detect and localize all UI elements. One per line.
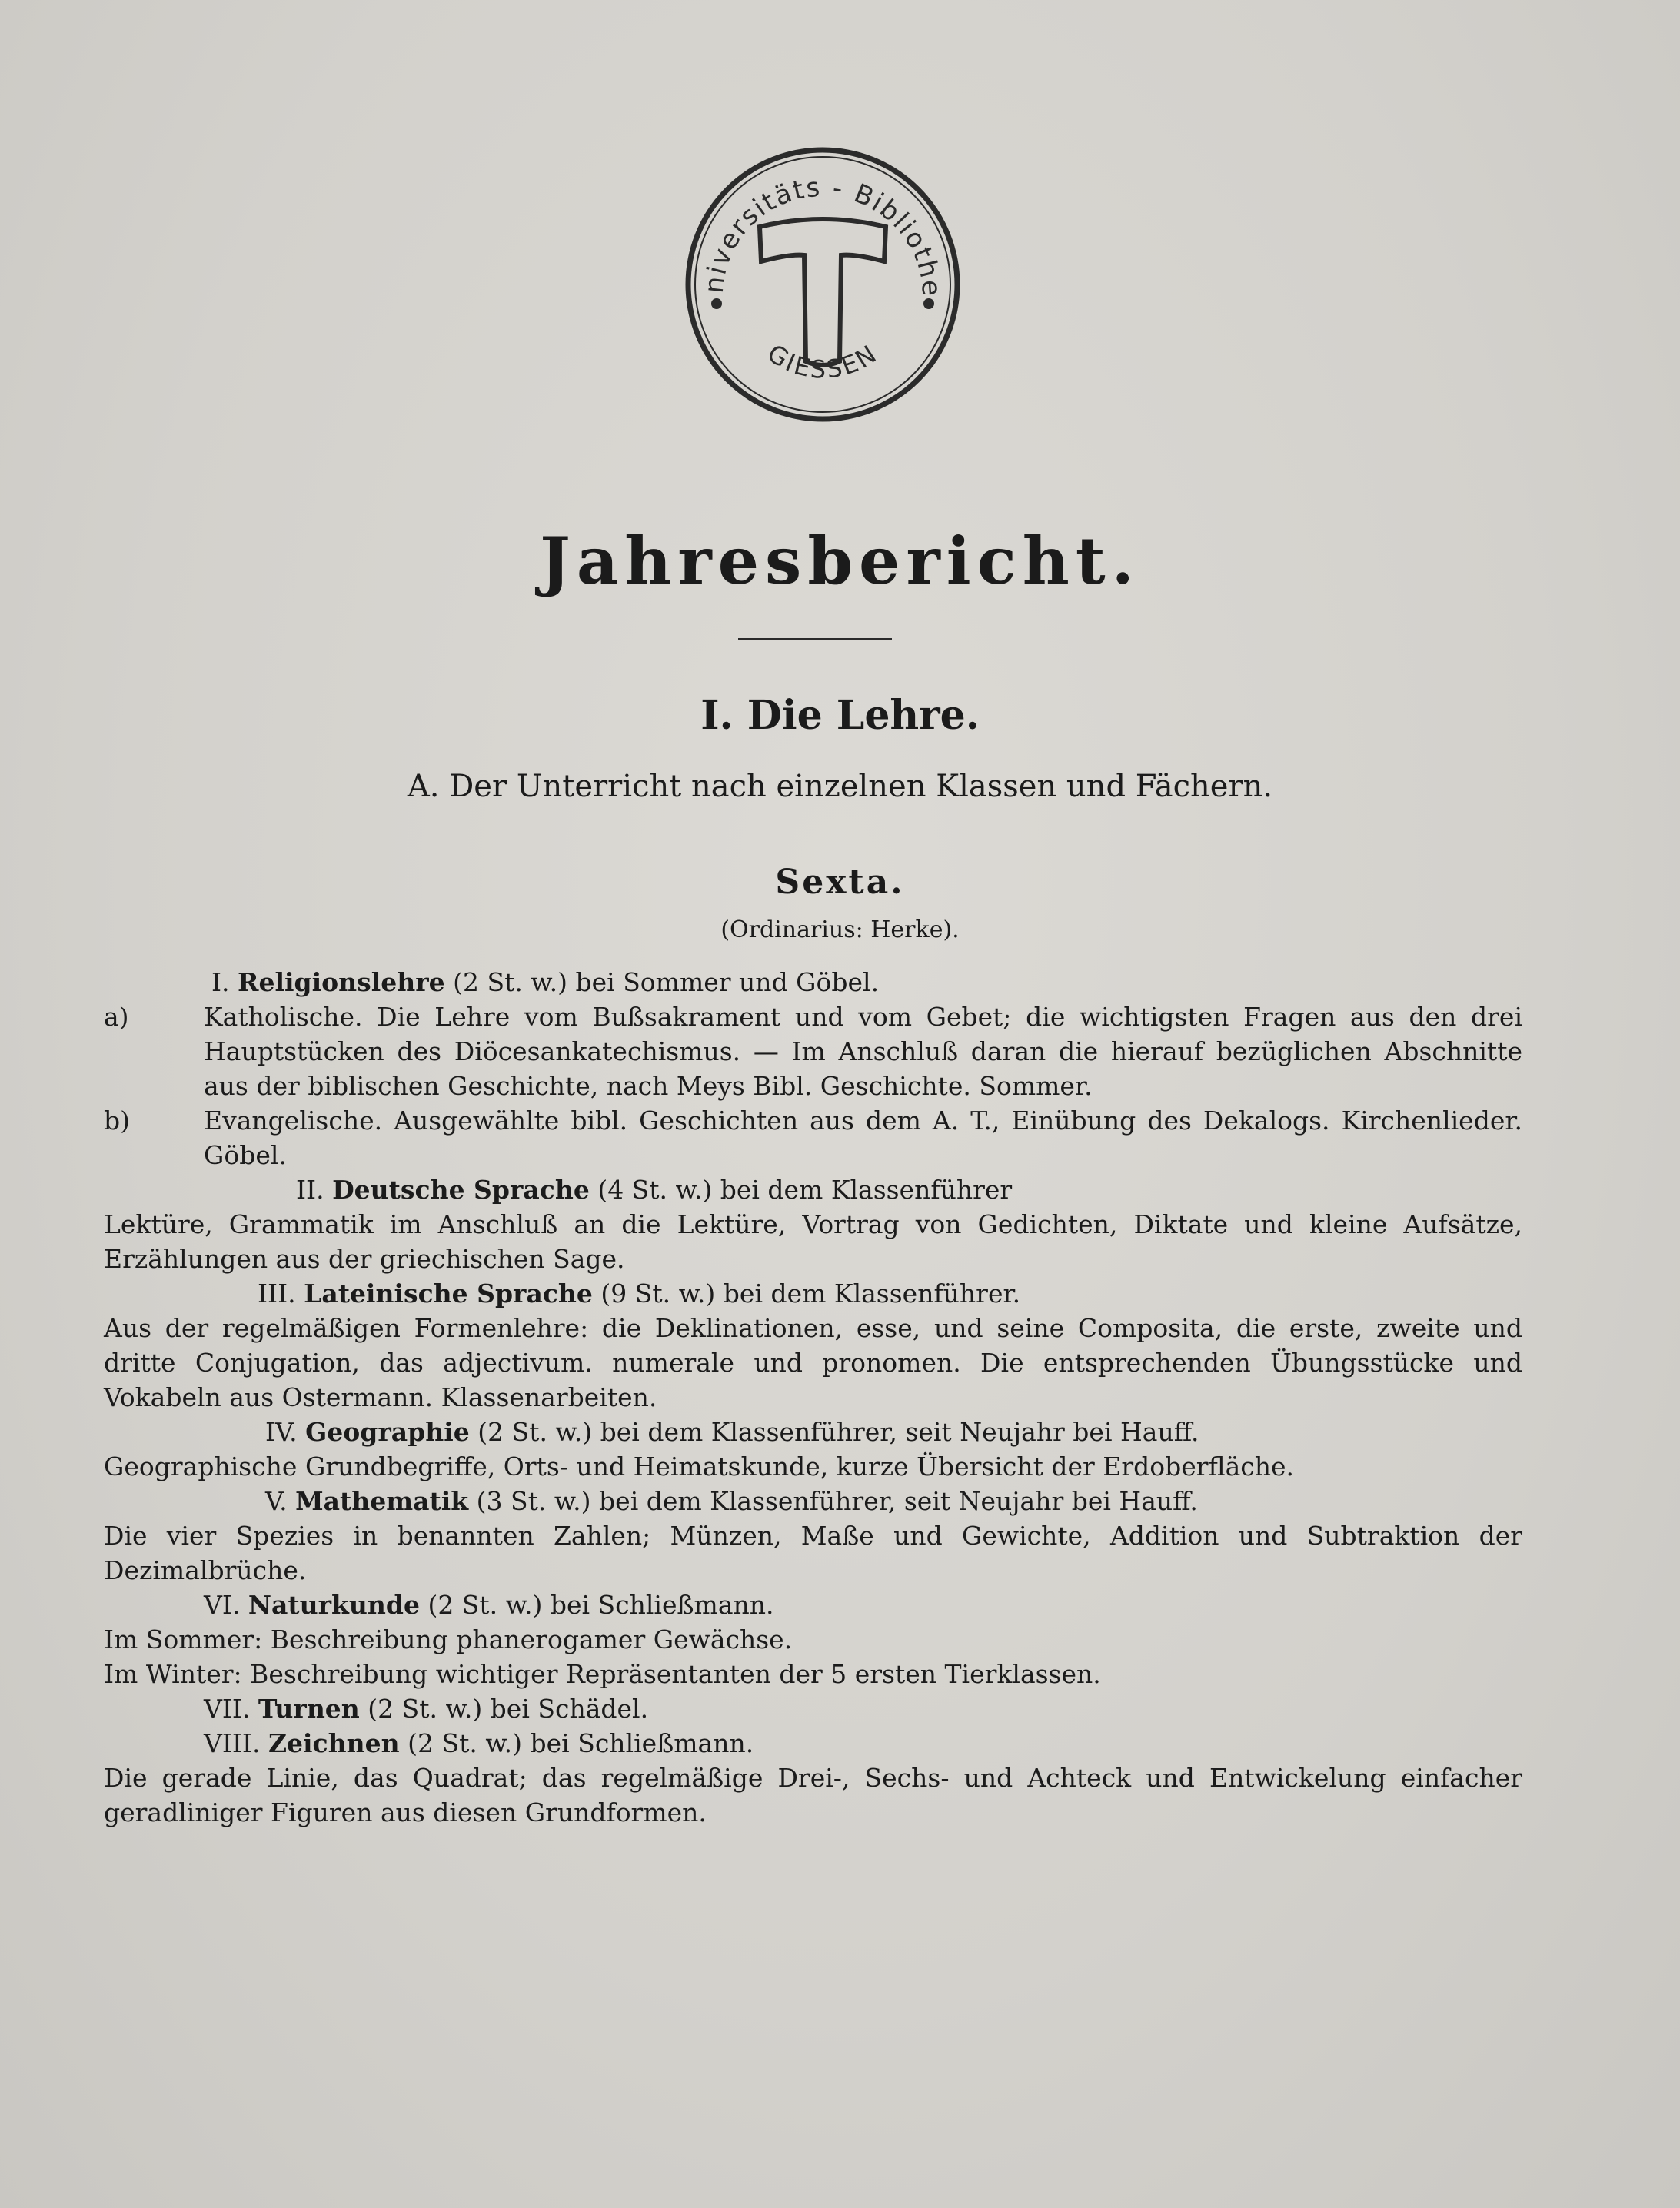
ordinarius: (Ordinarius: Herke).	[720, 916, 960, 943]
subject-heading: V. Mathematik (3 St. w.) bei dem Klassenführer, seit Neujahr bei Hauff.	[265, 1486, 1198, 1516]
stamp-bottom-text: GIESSEN	[762, 338, 883, 384]
subject-heading: VIII. Zeichnen (2 St. w.) bei Schließmann.	[204, 1728, 754, 1758]
list-item: a) Katholische. Die Lehre vom Bußsakrament und vom Gebet; die wichtigsten Fragen aus den drei Hauptstücken des Diöcesankatechismus. — Im Anschluß daran die hierauf bezüglichen Abschnitte aus der biblischen Geschichte, nach Meys Bibl. Geschichte. Sommer.	[104, 1002, 1522, 1101]
subject-text: Geographische Grundbegriffe, Orts- und Heimatskunde, kurze Übersicht der Erdoberfläche.	[104, 1451, 1295, 1481]
svg-text:GIESSEN	[762, 338, 883, 384]
title-rule	[738, 638, 892, 640]
report-body	[104, 965, 1522, 1830]
list-item: b) Evangelische. Ausgewählte bibl. Geschichten aus dem A. T., Einübung des Dekalogs. Kirchenlieder. Göbel.	[104, 1106, 1522, 1170]
subject-heading: IV. Geographie (2 St. w.) bei dem Klassenführer, seit Neujahr bei Hauff.	[265, 1417, 1199, 1447]
part-heading: I. Die Lehre.	[700, 692, 980, 739]
subject-text: Aus der regelmäßigen Formenlehre: die Deklinationen, esse, und seine Composita, die erste, zweite und dritte Conjugation, das adjectivum. numerale und pronomen. Die entsprechenden Übungsstücke und Vokabeln aus Ostermann. Klassenarbeiten.	[104, 1313, 1522, 1412]
subject-heading: III. Lateinische Sprache (9 St. w.) bei dem Klassenführer.	[258, 1279, 1021, 1309]
library-stamp	[677, 138, 969, 431]
subject-text: Im Winter: Beschreibung wichtiger Repräsentanten der 5 ersten Tierklassen.	[104, 1659, 1101, 1689]
class-heading: Sexta.	[775, 863, 905, 902]
section-heading: A. Der Unterricht nach einzelnen Klassen und Fächern.	[407, 769, 1273, 804]
stamp-top-text: niversitäts - Bibliothe	[698, 171, 947, 299]
subject-heading: I. Religionslehre (2 St. w.) bei Sommer und Göbel.	[211, 967, 880, 997]
subject-heading: II. Deutsche Sprache (4 St. w.) bei dem Klassenführer	[296, 1175, 1013, 1205]
subject-heading: VI. Naturkunde (2 St. w.) bei Schließmann.	[204, 1590, 774, 1620]
page-title: Jahresbericht.	[540, 523, 1140, 599]
subject-text: Die vier Spezies in benannten Zahlen; Münzen, Maße und Gewichte, Addition und Subtraktion der Dezimalbrüche.	[104, 1521, 1522, 1585]
subject-text: Die gerade Linie, das Quadrat; das regelmäßige Drei-, Sechs- und Achteck und Entwickelung einfacher geradliniger Figuren aus diesen Grundformen.	[104, 1763, 1522, 1827]
subject-heading: VII. Turnen (2 St. w.) bei Schädel.	[204, 1694, 649, 1724]
subject-text: Im Sommer: Beschreibung phanerogamer Gewächse.	[104, 1624, 793, 1654]
subject-text: Lektüre, Grammatik im Anschluß an die Lektüre, Vortrag von Gedichten, Diktate und kleine Aufsätze, Erzählungen aus der griechischen Sage.	[104, 1209, 1522, 1274]
